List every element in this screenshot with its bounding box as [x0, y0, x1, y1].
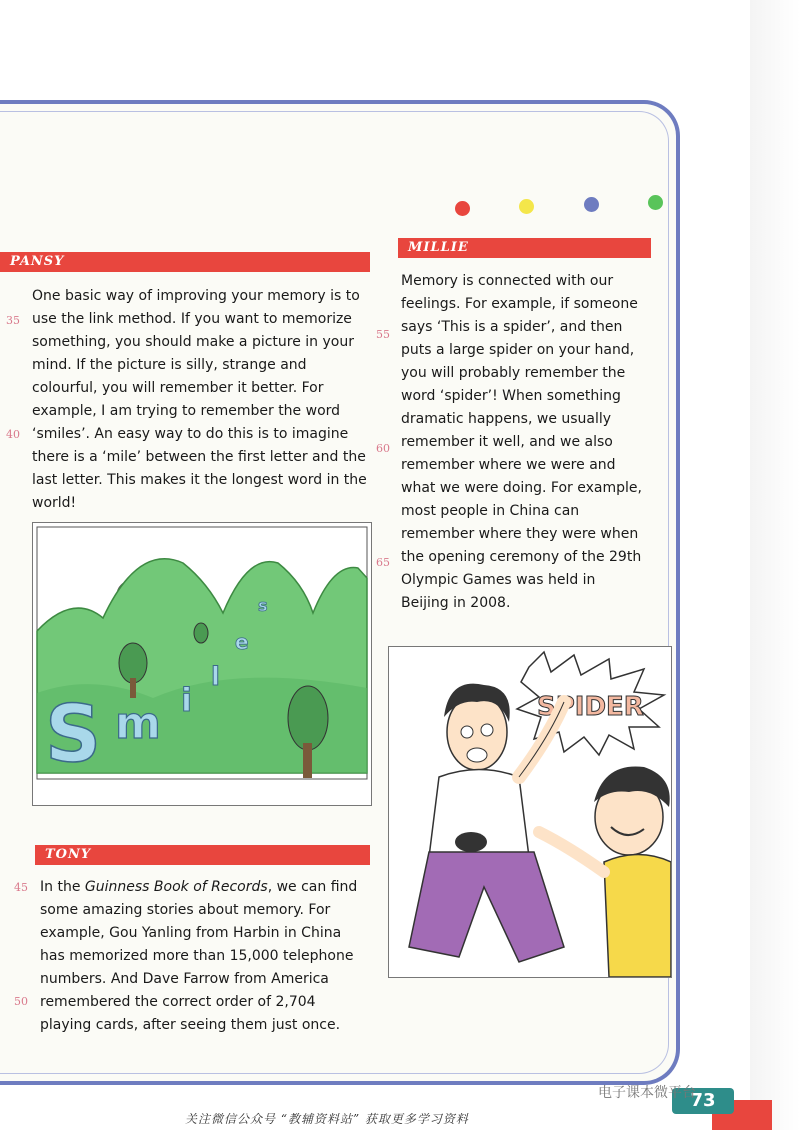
tony-label	[35, 845, 370, 865]
pansy-line: last letter. This makes it the longest word in the	[32, 472, 367, 488]
tony-line-start: In the	[40, 879, 85, 895]
tony-line-end: , we can find	[267, 879, 358, 895]
millie-line: the opening ceremony of the 29th	[401, 549, 642, 565]
millie-label-text: MILLIE	[408, 240, 469, 255]
millie-line: says ‘This is a spider’, and then	[401, 319, 623, 335]
tony-line: example, Gou Yanling from Harbin in China	[40, 925, 342, 941]
book-title: Guinness Book of Records	[84, 879, 268, 895]
smile-letter-s-small: s	[258, 596, 268, 615]
line-number: 45	[14, 881, 28, 894]
smile-letter-e: e	[235, 630, 249, 654]
millie-line: dramatic happens, we usually	[401, 411, 612, 427]
pansy-line: there is a ‘mile’ between the first letter and the	[32, 449, 366, 465]
millie-line: Beijing in 2008.	[401, 595, 511, 611]
millie-line: word ‘spider’! When something	[401, 388, 621, 404]
pansy-line: mind. If the picture is silly, strange and	[32, 357, 307, 373]
millie-line: feelings. For example, if someone	[401, 296, 638, 312]
smile-letter-m: m	[115, 698, 161, 749]
tony-line: remembered the correct order of 2,704	[40, 994, 316, 1010]
footer-text: 关注微信公众号 “教辅资料站” 获取更多学习资料	[185, 1112, 469, 1126]
pansy-line: use the link method. If you want to memorize	[32, 311, 352, 327]
tony-line	[40, 876, 357, 899]
millie-line: you will probably remember the	[401, 365, 626, 381]
millie-line: puts a large spider on your hand,	[401, 342, 635, 358]
smile-letter-i: i	[181, 681, 192, 719]
tony-line: numbers. And Dave Farrow from America	[40, 971, 329, 987]
millie-line: remember where they were when	[401, 526, 639, 542]
pansy-paragraph	[32, 285, 367, 515]
line-number: 40	[6, 428, 20, 441]
page-number: 73	[672, 1088, 734, 1114]
mountains-smile-picture	[33, 523, 371, 805]
spider-illustration	[388, 646, 672, 978]
pansy-line: colourful, you will remember it better. For	[32, 380, 324, 396]
millie-line: most people in China can	[401, 503, 580, 519]
tony-paragraph	[40, 876, 357, 1037]
millie-line: what we were doing. For example,	[401, 480, 642, 496]
line-number: 55	[376, 328, 390, 341]
red-dot	[455, 201, 470, 216]
pansy-label	[0, 252, 370, 272]
millie-line: remember where we were and	[401, 457, 616, 473]
millie-paragraph	[401, 270, 642, 615]
line-number: 50	[14, 995, 28, 1008]
pansy-line: world!	[32, 495, 77, 511]
millie-label	[398, 238, 651, 258]
tony-line: has memorized more than 15,000 telephone	[40, 948, 354, 964]
pansy-line: One basic way of improving your memory is to	[32, 288, 360, 304]
millie-line: Memory is connected with our	[401, 273, 614, 289]
line-number: 35	[6, 314, 20, 327]
smiles-illustration	[32, 522, 372, 806]
line-number: 60	[376, 442, 390, 455]
line-number: 65	[376, 556, 390, 569]
pansy-line: something, you should make a picture in your	[32, 334, 354, 350]
yellow-dot	[519, 199, 534, 214]
watermark-text: 电子课本微平台	[598, 1085, 696, 1101]
page-edge-shadow	[750, 0, 800, 1130]
tony-line: playing cards, after seeing them just once.	[40, 1017, 341, 1033]
spider-shout-text: SPIDER	[537, 692, 644, 722]
millie-line: remember it well, and we also	[401, 434, 613, 450]
spider-cartoon-picture	[389, 647, 671, 977]
tony-line: some amazing stories about memory. For	[40, 902, 331, 918]
pansy-line: example, I am trying to remember the word	[32, 403, 341, 419]
smile-letter-l: l	[211, 662, 220, 692]
pansy-label-text: PANSY	[10, 254, 65, 269]
tony-label-text: TONY	[45, 847, 92, 862]
green-dot	[648, 195, 663, 210]
blue-dot	[584, 197, 599, 212]
millie-line: Olympic Games was held in	[401, 572, 596, 588]
pansy-line: ‘smiles’. An easy way to do this is to imagine	[32, 426, 349, 442]
smile-letter-s: S	[45, 690, 102, 780]
